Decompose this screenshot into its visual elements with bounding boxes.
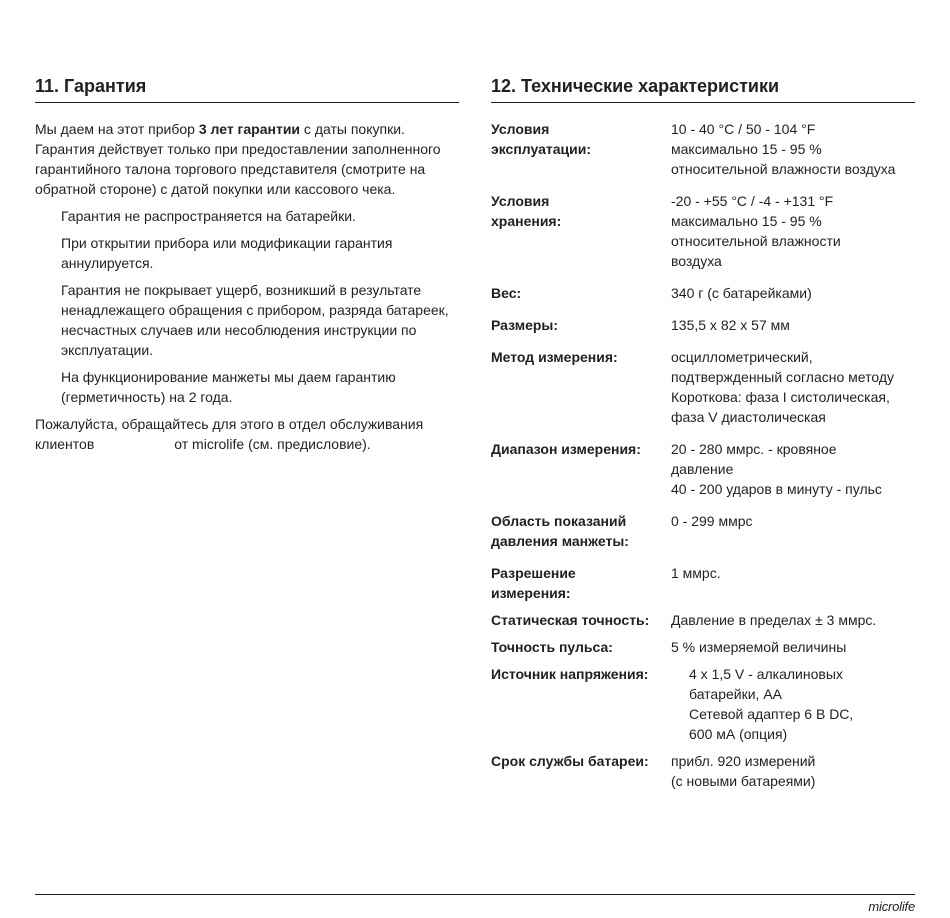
spec-value xyxy=(671,347,915,427)
spec-row xyxy=(491,610,915,630)
spec-value xyxy=(671,119,915,179)
spec-value-line: 5 % измеряемой величины xyxy=(671,639,847,655)
spec-label-line: Метод измерения: xyxy=(491,349,618,365)
spec-row xyxy=(491,664,915,744)
spec-row xyxy=(491,119,915,179)
spec-value xyxy=(671,637,915,657)
intro-text: Мы даем на этот прибор xyxy=(35,121,199,137)
spec-label-line: Источник напряжения: xyxy=(491,666,649,682)
spec-row xyxy=(491,315,915,335)
spec-row xyxy=(491,191,915,271)
spec-value-line: 340 г (с батарейками) xyxy=(671,285,812,301)
spec-row xyxy=(491,283,915,303)
spec-value-line: относительной влажности воздуха xyxy=(671,161,896,177)
spec-label xyxy=(491,119,671,179)
warranty-note: На функционирование манжеты мы даем гарантию (герметичность) на 2 года. xyxy=(61,369,396,405)
specifications-table xyxy=(491,119,915,791)
spec-label xyxy=(491,637,671,657)
spec-label xyxy=(491,315,671,335)
warranty-heading: 11. Гарантия xyxy=(35,74,459,103)
specifications-section xyxy=(491,74,915,803)
spec-value xyxy=(671,283,915,303)
spec-value-line: 4 x 1,5 V - алкалиновых xyxy=(689,666,843,682)
spec-value-line: максимально 15 - 95 % xyxy=(671,141,822,157)
spec-value-line: -20 - +55 °C / -4 - +131 °F xyxy=(671,193,834,209)
spec-value-line: подтвержденный согласно методу xyxy=(671,369,895,385)
brand-logo: microlife xyxy=(868,899,915,914)
spec-label-line: Статическая точность: xyxy=(491,612,650,628)
spec-label-line: эксплуатации: xyxy=(491,141,592,157)
spec-value-line: (с новыми батареями) xyxy=(671,773,816,789)
spec-label xyxy=(491,751,671,791)
warranty-note: При открытии прибора или модификации гарантия аннулируется. xyxy=(61,235,393,271)
spec-row xyxy=(491,511,915,551)
spec-row xyxy=(491,563,915,603)
spec-row xyxy=(491,751,915,791)
spec-value xyxy=(671,664,915,744)
spec-value-line: максимально 15 - 95 % xyxy=(671,213,822,229)
intro-bold-term: 3 лет гарантии xyxy=(198,121,301,137)
contact-text: Пожалуйста, обращайтесь для этого в отдел обслуживания клиентов xyxy=(35,416,424,452)
specifications-heading: 12. Технические характеристики xyxy=(491,74,915,103)
spec-label-line: измерения: xyxy=(491,585,571,601)
spec-label-line: Вес: xyxy=(491,285,522,301)
spec-label xyxy=(491,610,671,630)
spec-label-line: Размеры: xyxy=(491,317,559,333)
spec-value-line: относительной влажности xyxy=(671,233,841,249)
spec-value-line: Короткова: фаза I систолическая, xyxy=(671,389,890,405)
spec-value xyxy=(671,751,915,791)
warranty-contact xyxy=(35,414,459,454)
spec-label-line: Точность пульса: xyxy=(491,639,613,655)
spec-value-line: 1 ммрс. xyxy=(671,565,721,581)
spec-label-line: Условия xyxy=(491,193,550,209)
spec-value-line: Сетевой адаптер 6 В DC, xyxy=(689,706,854,722)
spec-value-line: фаза V диастолическая xyxy=(671,409,826,425)
spec-label-line: Условия xyxy=(491,121,550,137)
spec-value xyxy=(671,191,915,271)
warranty-note: Гарантия не покрывает ущерб, возникший в результате ненадлежащего обращения с прибором, разряда батареек, несчастных случаев или несоблюдения инструкции по эксплуатации. xyxy=(61,282,449,358)
spec-value-line: воздуха xyxy=(671,253,722,269)
contact-text-rest: от microlife (см. предисловие). xyxy=(174,436,371,452)
warranty-intro xyxy=(35,119,459,199)
spec-value xyxy=(671,315,915,335)
spec-value-line: батарейки, AA xyxy=(689,686,783,702)
spec-row xyxy=(491,439,915,499)
spec-value-line: 10 - 40 °C / 50 - 104 °F xyxy=(671,121,816,137)
spec-row xyxy=(491,637,915,657)
spec-value-line: осциллометрический, xyxy=(671,349,813,365)
spec-label-line: хранения: xyxy=(491,213,562,229)
spec-label xyxy=(491,511,671,551)
intro-text-rest: с даты покупки. Гарантия действует только при предоставлении заполненного гарантийного талона торгового представителя (смотрите на обратной стороне) с датой покупки или кассового чека. xyxy=(35,121,441,197)
spec-value xyxy=(671,610,915,630)
spec-label xyxy=(491,191,671,271)
spec-value-line: 40 - 200 ударов в минуту - пульс xyxy=(671,481,882,497)
warranty-section xyxy=(35,74,459,461)
spec-label-line: Разрешение xyxy=(491,565,576,581)
spec-label xyxy=(491,664,671,744)
spec-label-line: давления манжеты: xyxy=(491,533,629,549)
spec-value xyxy=(671,511,915,551)
spec-value-line: 0 - 299 ммрс xyxy=(671,513,753,529)
spec-label-line: Диапазон измерения: xyxy=(491,441,641,457)
spec-value-line: Давление в пределах ± 3 ммрс. xyxy=(671,612,877,628)
spec-label xyxy=(491,563,671,603)
spec-value xyxy=(671,563,915,603)
spec-label-line: Срок службы батареи: xyxy=(491,753,649,769)
warranty-body xyxy=(35,119,459,454)
spec-value-line: 135,5 x 82 x 57 мм xyxy=(671,317,790,333)
spec-label-line: Область показаний xyxy=(491,513,627,529)
footer-divider xyxy=(35,894,915,895)
spec-row xyxy=(491,347,915,427)
spec-value-line: 20 - 280 ммрс. - кровяное xyxy=(671,441,837,457)
warranty-note: Гарантия не распространяется на батарейки. xyxy=(61,208,356,224)
spec-value-line: 600 мА (опция) xyxy=(689,726,788,742)
spec-label xyxy=(491,283,671,303)
spec-label xyxy=(491,439,671,499)
spec-label xyxy=(491,347,671,427)
spec-value-line: прибл. 920 измерений xyxy=(671,753,816,769)
spec-value xyxy=(671,439,915,499)
spec-value-line: давление xyxy=(671,461,734,477)
